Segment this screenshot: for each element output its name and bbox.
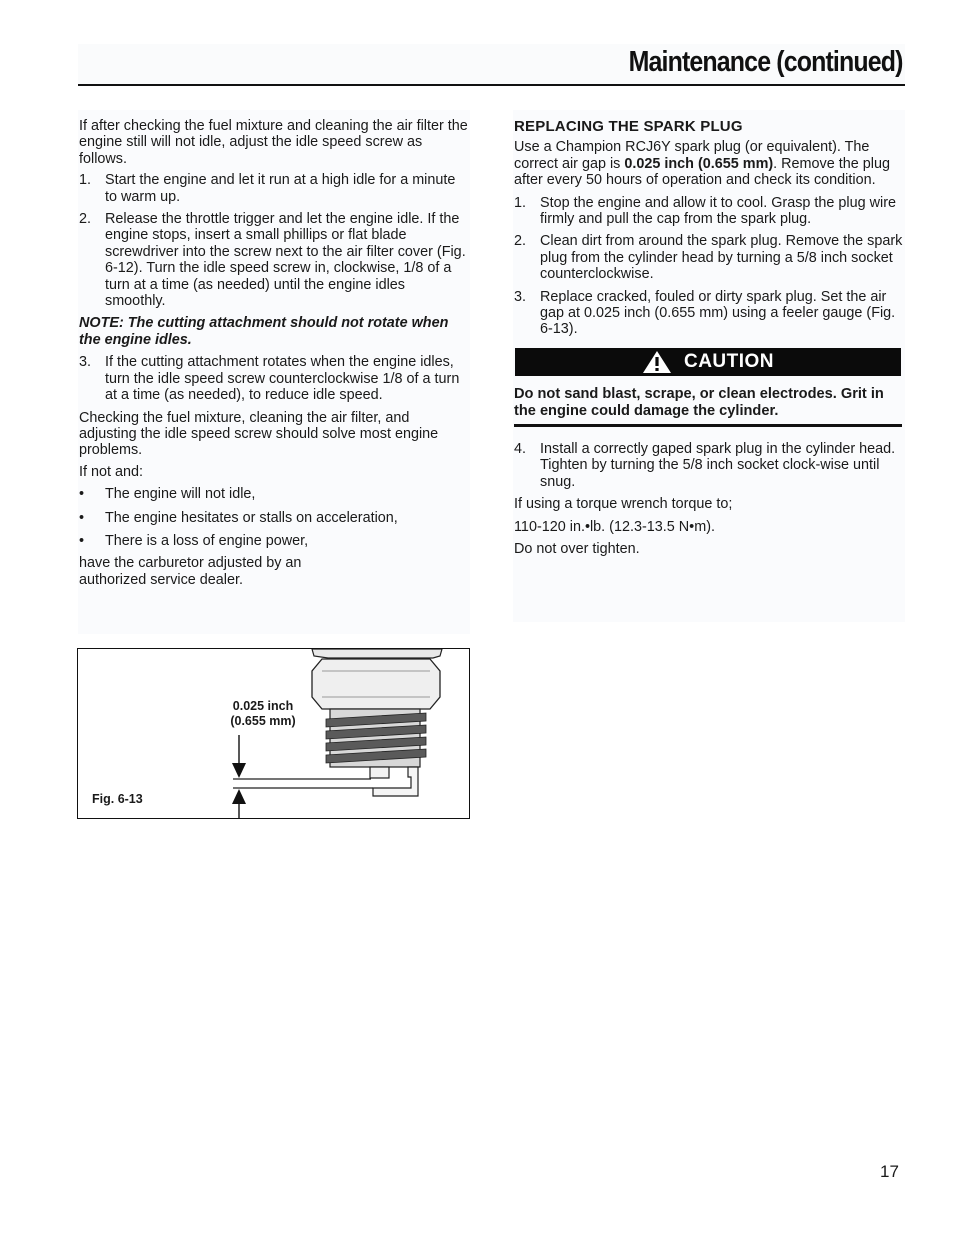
step-number: 4. <box>514 440 527 457</box>
list-item <box>79 354 470 403</box>
idle-intro: If after checking the fuel mixture and cleaning the air filter the engine still will not idle, adjust the idle speed screw as follows. <box>79 118 468 167</box>
symptom-list <box>79 486 470 549</box>
step-text: If the cutting attachment rotates when the engine idles, turn the idle speed screw counterclockwise 1/8 of a turn at a time (as needed), to reduce idle speed. <box>105 354 460 404</box>
figure-6-13 <box>77 648 470 819</box>
spark-plug-steps <box>514 195 905 338</box>
step-text: Release the throttle trigger and let the engine idle. If the engine stops, insert a small phillips or flat blade screwdriver into the screw next to the air filter cover (Fig. 6-12). Turn the idle speed screw in, clockwise, 1/8 of a turn at a time (as needed) until the engine idles smoothly. <box>105 211 466 310</box>
step-text: Stop the engine and allow it to cool. Grasp the plug wire firmly and pull the cap from the spark plug. <box>540 194 896 228</box>
step-text: Replace cracked, fouled or dirty spark plug. Set the air gap at 0.025 inch (0.655 mm) using a feeler gauge (Fig. 6-13). <box>540 288 896 338</box>
spark-plug-intro <box>514 139 905 188</box>
idle-step-3-list <box>79 354 470 403</box>
step-number: 2. <box>514 233 527 250</box>
warning-triangle-icon <box>642 350 672 374</box>
page-title: Maintenance (continued) <box>629 46 903 78</box>
summary-paragraph: Checking the fuel mixture, cleaning the air filter, and adjusting the idle speed screw should solve most engine problems. <box>79 409 439 459</box>
air-gap-value: 0.025 inch (0.655 mm) <box>624 155 774 172</box>
gap-inch-text: 0.025 inch <box>232 699 294 713</box>
step-text: Clean dirt from around the spark plug. Remove the spark plug from the cylinder head by turning a 5/8 inch socket counterclockwise. <box>540 233 903 283</box>
step-text: Start the engine and let it run at a high idle for a minute to warm up. <box>105 172 456 205</box>
left-column <box>78 110 470 634</box>
bullet-icon: • <box>79 509 85 526</box>
spark-plug-step-4 <box>514 441 905 490</box>
step-number: 1. <box>79 172 92 189</box>
right-column <box>513 110 905 622</box>
list-item <box>79 486 470 502</box>
list-item <box>79 211 470 309</box>
list-item <box>79 510 470 526</box>
list-item <box>514 289 905 338</box>
idle-note: NOTE: The cutting attachment should not rotate when the engine idles. <box>79 315 449 348</box>
bullet-text: There is a loss of engine power, <box>105 532 309 549</box>
page-number: 17 <box>880 1162 899 1181</box>
list-item <box>79 172 470 205</box>
caution-banner <box>515 348 901 376</box>
step-number: 2. <box>79 211 92 228</box>
bullet-icon: • <box>79 486 85 503</box>
list-item <box>514 233 905 282</box>
step-number: 1. <box>514 194 527 211</box>
page-header <box>78 44 905 86</box>
step-text: Install a correctly gaped spark plug in the cylinder head. Tighten by turning the 5/8 inch socket clock-wise until snug. <box>540 440 896 490</box>
intro-text-end: . Remove the plug after every 50 hours of operation and check its condition. <box>514 155 890 189</box>
list-item <box>514 441 905 490</box>
list-item <box>79 533 470 549</box>
figure-caption: Fig. 6-13 <box>92 792 143 806</box>
caution-warning-text: Do not sand blast, scrape, or clean electrodes. Grit in the engine could damage the cylinder. <box>514 386 902 427</box>
list-item <box>514 195 905 228</box>
torque-value: 110-120 in.•lb. (12.3-13.5 N•m). <box>514 518 715 535</box>
closing-text: have the carburetor adjusted by an authorized service dealer. <box>79 555 302 588</box>
intro-text: Use a Champion RCJ6Y spark plug (or equivalent). The correct air gap is <box>514 139 870 172</box>
if-not-text: If not and: <box>79 463 144 480</box>
bullet-text: The engine hesitates or stalls on acceleration, <box>105 509 398 526</box>
torque-warning: Do not over tighten. <box>514 540 640 557</box>
bullet-text: The engine will not idle, <box>105 486 256 503</box>
gap-dimension-label <box>218 699 308 729</box>
step-number: 3. <box>79 354 92 371</box>
section-title: REPLACING THE SPARK PLUG <box>514 118 743 135</box>
bullet-icon: • <box>79 532 85 549</box>
step-number: 3. <box>514 288 527 305</box>
gap-mm-text: (0.655 mm) <box>230 714 296 728</box>
caution-label: CAUTION <box>683 350 775 372</box>
torque-instruction: If using a torque wrench torque to; <box>514 496 733 513</box>
idle-steps-list <box>79 172 470 309</box>
